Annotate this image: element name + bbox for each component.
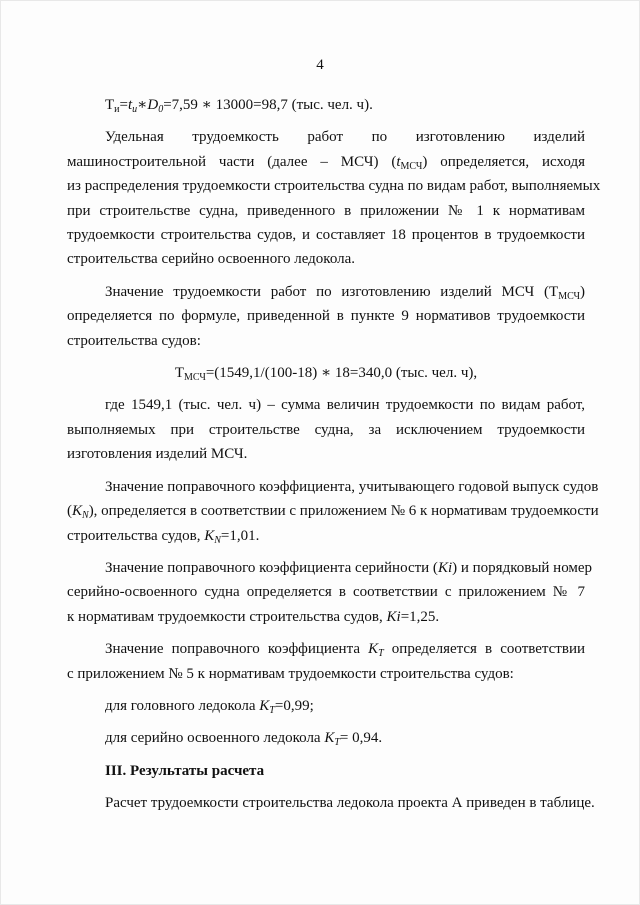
paragraph-line: определяется по формуле, приведенной в пункте 9 нормативов трудоемкости (67, 308, 585, 325)
page-number: 4 (316, 57, 324, 73)
formula-msch: $Т_{МСЧ}=(1549,1/(100-18)$ ∗ 18=340,0 (тыс. чел. ч), (174, 365, 478, 384)
paragraph-line: выполняемых при строительстве судна, за исключением трудоемкости (67, 421, 586, 438)
kt-lead-icebreaker: для головного ледокола $K_T=0,99$; (105, 697, 314, 716)
paragraph-line: трудоемкости строительства судов, и составляет 18 процентов в трудоемкости (67, 227, 585, 244)
paragraph-line: $(K_N)$, определяется в соответствии с приложением № 6 к нормативам трудоемкости (67, 503, 599, 522)
kt-serial-icebreaker: для серийно освоенного ледокола $K_T= 0,94$. (105, 730, 383, 749)
paragraph-specific-labor (67, 125, 601, 271)
paragraph-line: строительства судов, $K_N=1,01$. (67, 527, 260, 546)
paragraph-line: строительства судов: (67, 332, 201, 349)
document-body (67, 93, 601, 816)
paragraph-kt (67, 637, 585, 686)
paragraph-line: машиностроительной части (далее – МСЧ) $(t_{МСЧ})$ определяется, исходя (67, 153, 585, 172)
paragraph-ki (67, 556, 593, 629)
paragraph-line: серийно-освоенного судна определяется в соответствии с приложением № 7 (67, 584, 585, 601)
paragraph-line: изготовления изделий МСЧ. (67, 446, 248, 463)
paragraph-line: Значение поправочного коэффициента $K_T$ определяется в соответствии (105, 641, 586, 660)
paragraph-where (67, 393, 585, 466)
paragraph-line: Значение поправочного коэффициента серийности (Ki) и порядковый номер (105, 559, 593, 576)
paragraph-line: с приложением № 5 к нормативам трудоемкости строительства судов: (67, 665, 514, 682)
paragraph-line: Значение трудоемкости работ по изготовлению изделий МСЧ $(Т_{МСЧ})$ (105, 283, 585, 302)
paragraph-line: где 1549,1 (тыс. чел. ч) – сумма величин трудоемкости по видам работ, (105, 397, 585, 414)
paragraph-kn (67, 475, 599, 548)
paragraph-line: при строительстве судна, приведенного в приложении № 1 к нормативам (67, 202, 585, 219)
paragraph-line: Удельная трудоемкость работ по изготовлению изделий (105, 129, 586, 146)
paragraph-line: из распределения трудоемкости строительства судна по видам работ, выполняемых (67, 178, 601, 195)
paragraph-line: строительства серийно освоенного ледокола. (67, 251, 356, 268)
paragraph-msch-value (67, 280, 585, 353)
section-heading: III. Результаты расчета (105, 762, 265, 779)
final-sentence: Расчет трудоемкости строительства ледокола проекта А приведен в таблице. (105, 795, 595, 812)
paragraph-line: к нормативам трудоемкости строительства судов, Ki=1,25. (67, 608, 440, 625)
paragraph-line: Значение поправочного коэффициента, учитывающего годовой выпуск судов (105, 478, 599, 495)
formula-labor-intensity: $Т_и=t_и∗D_0=7,59$ ∗ 13000=98,7 (тыс. чел. ч). (105, 97, 373, 115)
